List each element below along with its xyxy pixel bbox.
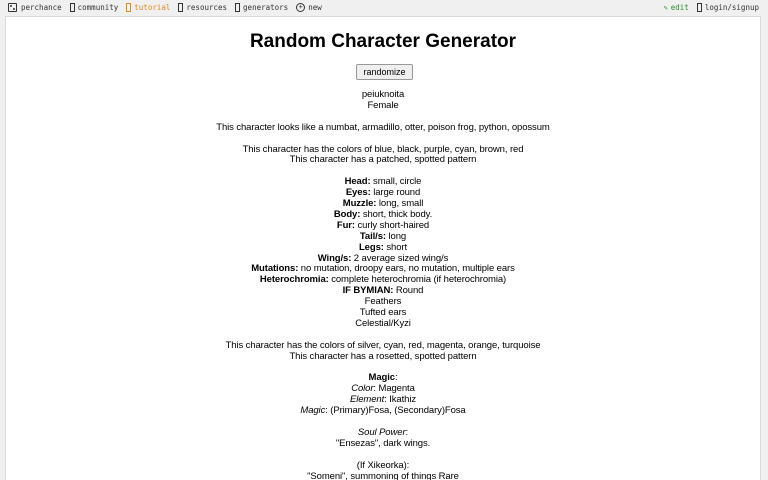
magic-magic-label: Magic (300, 405, 326, 417)
magic-element-label: Element (350, 394, 385, 406)
character-sex: Female (367, 99, 399, 111)
nav-left (8, 3, 330, 12)
nav-new-label: new (308, 3, 322, 12)
trait-value: no mutation, droopy ears, no mutation, multiple ears (298, 263, 515, 275)
trait-value: large round (370, 187, 421, 199)
nav-login-link[interactable] (697, 3, 759, 12)
nav-new-link[interactable] (296, 3, 322, 12)
nav-edit-link[interactable] (664, 3, 689, 12)
randomize-button[interactable]: randomize (356, 64, 413, 80)
colors-text: This character has the colors of blue, black, purple, cyan, brown, red (242, 143, 524, 155)
magic-heading: Magic: (368, 372, 398, 384)
nav-perchance-label: perchance (21, 3, 62, 12)
trait-label: Muzzle: (342, 198, 377, 210)
trait-value: 2 average sized wing/s (351, 252, 449, 264)
trait-label: Body: (333, 208, 361, 220)
page-title: Random Character Generator (249, 31, 517, 52)
xikeorka-heading: (If Xikeorka): (356, 459, 410, 471)
trait-label: Wing/s: (317, 252, 352, 264)
soul-power-value: "Ensezas", dark wings. (335, 437, 431, 449)
trait-label: Head: (344, 176, 371, 188)
resources-icon (178, 3, 183, 12)
trait-value: small, circle (370, 176, 422, 188)
pattern-text-2: This character has a rosetted, spotted pattern (289, 350, 477, 362)
tutorial-icon (126, 3, 131, 12)
magic-color-value: : Magenta (373, 383, 415, 395)
looks-like-text: This character looks like a numbat, armadillo, otter, poison frog, python, opossum (216, 121, 550, 133)
trait-label: Legs: (358, 241, 384, 253)
generator-panel (5, 16, 761, 480)
bymian-extra: Feathers (364, 296, 402, 308)
trait-label: Tail/s: (359, 230, 386, 242)
trait-value: short (383, 241, 407, 253)
bymian-extra: Celestial/Kyzi (355, 317, 411, 329)
trait-value: short, thick body. (360, 208, 433, 220)
community-icon (70, 3, 75, 12)
nav-resources-label: resources (186, 3, 228, 12)
trait-value: Round (393, 285, 424, 297)
nav-perchance-link[interactable] (8, 3, 62, 12)
generator-output (6, 90, 760, 480)
pencil-icon: ✎ (663, 3, 668, 12)
generators-icon (235, 3, 240, 12)
trait-label: Mutations: (251, 263, 299, 275)
trait-label: Heterochromia: (259, 274, 329, 286)
top-nav (0, 0, 768, 16)
trait-value: complete heterochromia (if heterochromia) (328, 274, 507, 286)
nav-generators-link[interactable] (235, 3, 288, 12)
nav-login-label: login/signup (704, 3, 759, 12)
trait-value: long, small (376, 198, 424, 210)
trait-value: long (385, 230, 407, 242)
character-name: peiuknoita (361, 89, 405, 100)
colors-text-2: This character has the colors of silver, cyan, red, magenta, orange, turquoise (225, 339, 541, 351)
plus-icon: + (296, 3, 305, 12)
magic-heading-label: Magic (368, 372, 395, 384)
nav-right (656, 3, 759, 12)
soul-power-label: Soul Power (357, 427, 406, 438)
magic-magic (6, 406, 760, 417)
pattern-text: This character has a patched, spotted pattern (289, 154, 477, 166)
nav-tutorial-label: tutorial (134, 3, 171, 12)
magic-color-label: Color (351, 383, 374, 395)
nav-edit-label: edit (670, 3, 689, 12)
trait-label: Fur: (336, 219, 355, 231)
nav-resources-link[interactable] (178, 3, 227, 12)
xikeorka-value: "Someni", summoning of things Rare (307, 470, 459, 480)
magic-magic-value: : (Primary)Fosa, (Secondary)Fosa (325, 405, 466, 417)
trait-value: curly short-haired (354, 219, 430, 231)
nav-community-link[interactable] (70, 3, 119, 12)
magic-element-value: : Ikathiz (384, 394, 416, 406)
bymian-extra: Tufted ears (359, 307, 407, 319)
dice-icon (8, 3, 17, 12)
soul-power-heading: Soul Power: (357, 427, 409, 438)
nav-tutorial-link[interactable] (126, 3, 170, 12)
user-icon (697, 3, 702, 12)
nav-community-label: community (77, 3, 119, 12)
trait-label: IF BYMIAN: (342, 285, 394, 297)
trait-label: Eyes: (345, 187, 371, 199)
nav-generators-label: generators (243, 3, 289, 12)
